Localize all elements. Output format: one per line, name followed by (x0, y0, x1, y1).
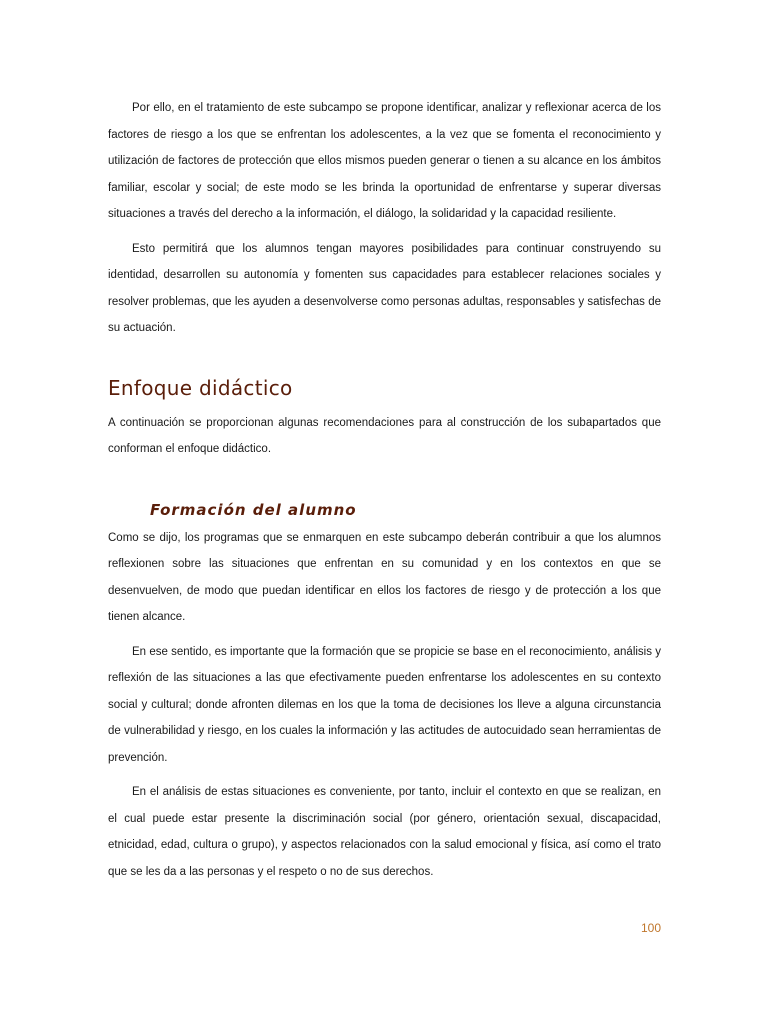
section-gap (108, 463, 661, 497)
body-paragraph: En el análisis de estas situaciones es conveniente, por tanto, incluir el contexto en que se realizan, en el cual puede estar presente la discriminación social (por género, orientación sexual, discapacidad, etnicidad, edad, cultura o grupo), y aspectos relacionados con la salud emocional y física, así como el trato que se les da a las personas y el respeto o no de sus derechos. (108, 786, 661, 878)
body-paragraph: En ese sentido, es importante que la formación que se propicie se base en el reconocimiento, análisis y reflexión de las situaciones a las que efectivamente pueden enfrentarse los adolescentes en su contexto social y cultural; donde afronten dilemas en los que la toma de decisiones los lleve a alguna circunstancia de vulnerabilidad y riesgo, en los cuales la información y las actitudes de autocuidado sean herramientas de prevención. (108, 645, 661, 764)
section-heading: Enfoque didáctico (108, 375, 293, 400)
section-intro-paragraph: A continuación se proporcionan algunas recomendaciones para al construcción de los subapartados que conforman el enfoque didáctico. (108, 416, 661, 455)
paragraph-gap (108, 228, 661, 236)
paragraph-gap (108, 402, 661, 410)
document-page (108, 95, 661, 885)
body-paragraph: Esto permitirá que los alumnos tengan mayores posibilidades para continuar construyendo su identidad, desarrollen su autonomía y fomenten sus capacidades para establecer relaciones sociales y resolver problemas, que les ayuden a desenvolverse como personas adultas, responsables y satisfechas de su actuación. (108, 242, 661, 334)
page-number: 100 (640, 921, 661, 935)
paragraph-gap (108, 771, 661, 779)
subsection-heading: Formación del alumno (150, 500, 357, 519)
body-paragraph: Como se dijo, los programas que se enmarquen en este subcampo deberán contribuir a que los alumnos reflexionen sobre las situaciones que enfrentan en su comunidad y en los contextos en que se desenvuelven, de modo que puedan identificar en ellos los factores de riesgo y de protección a los que tienen alcance. (108, 531, 661, 623)
body-paragraph: Por ello, en el tratamiento de este subcampo se propone identificar, analizar y reflexionar acerca de los factores de riesgo a los que se enfrentan los adolescentes, a la vez que se fomenta el reconocimiento y utilización de factores de protección que ellos mismos pueden generar o tienen a su alcance en los ámbitos familiar, escolar y social; de este modo se les brinda la oportunidad de enfrentarse y superar diversas situaciones a través del derecho a la información, el diálogo, la solidaridad y la capacidad resiliente. (108, 102, 661, 220)
paragraph-gap (108, 631, 661, 639)
